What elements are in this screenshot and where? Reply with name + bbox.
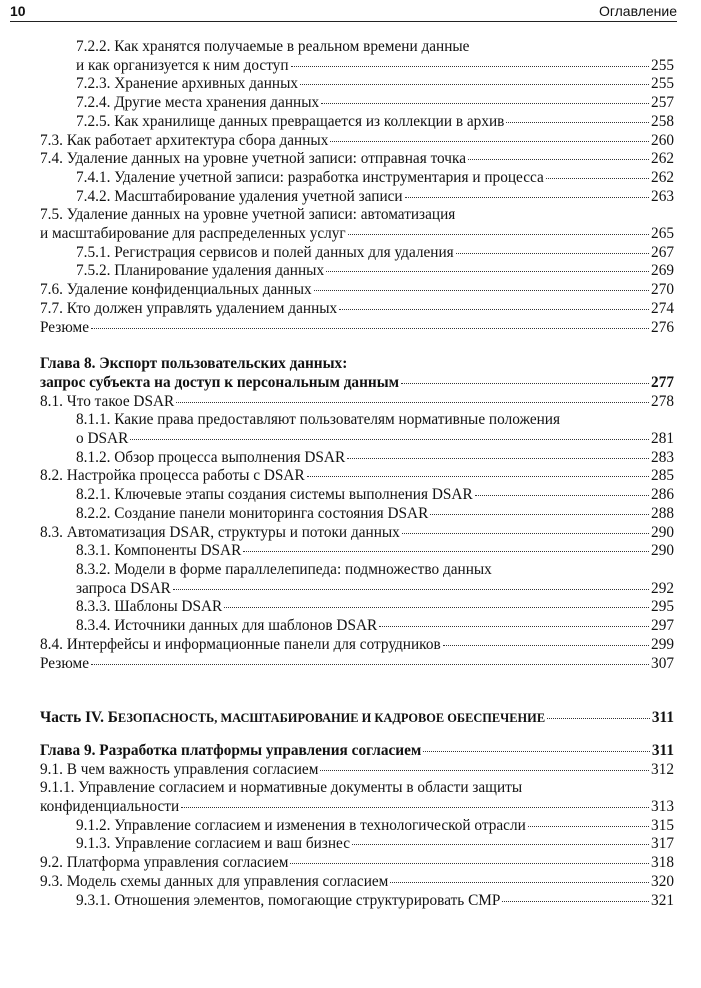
toc-entry-title-cont: о DSAR xyxy=(76,430,129,448)
toc-page-number: 290 xyxy=(651,542,674,560)
dot-leader xyxy=(320,770,649,771)
toc-entry-title: 9.1.1. Управление согласием и нормативные документы в области защиты xyxy=(40,779,523,797)
toc-entry-title: 8.2. Настройка процесса работы с DSAR xyxy=(40,467,305,485)
part-title-initial: Б xyxy=(107,709,118,727)
dot-leader xyxy=(506,122,649,123)
toc-page-number: 255 xyxy=(651,56,674,74)
dot-leader xyxy=(475,495,649,496)
toc-entry-title: 8.2.2. Создание панели мониторинга состояния DSAR xyxy=(76,504,429,522)
toc-entry[interactable] xyxy=(40,636,674,655)
toc-entry[interactable] xyxy=(40,542,674,561)
toc-entry[interactable] xyxy=(40,598,674,617)
part-title xyxy=(40,709,545,728)
dot-leader xyxy=(502,901,649,902)
toc-entry-title-cont: запроса DSAR xyxy=(76,579,171,597)
toc-page-number: 270 xyxy=(651,281,674,299)
dot-leader xyxy=(291,66,650,67)
toc-entry-title: 8.3.1. Компоненты DSAR xyxy=(76,542,242,560)
toc-entry-title: 9.3.1. Отношения элементов, помогающие структурировать CMP xyxy=(76,891,501,909)
toc-part-heading[interactable] xyxy=(40,709,674,728)
toc-page-number: 283 xyxy=(651,448,674,466)
toc-entry-title: 8.1. Что такое DSAR xyxy=(40,392,175,410)
toc-entry-title: 8.4. Интерфейсы и информационные панели для сотрудников xyxy=(40,635,441,653)
dot-leader xyxy=(456,253,649,254)
toc-entry[interactable] xyxy=(40,655,674,674)
chapter-title-cont: запрос субъекта на доступ к персональным данным xyxy=(40,373,400,391)
dot-leader xyxy=(330,141,649,142)
toc-entry-title: Резюме xyxy=(40,318,90,336)
toc-page-number: 277 xyxy=(651,373,674,391)
toc-page-number: 257 xyxy=(651,94,674,112)
dot-leader xyxy=(423,751,650,752)
chapter-title: Глава 8. Экспорт пользовательских данных: xyxy=(40,355,348,373)
toc-entry[interactable] xyxy=(40,262,674,281)
dot-leader xyxy=(326,271,649,272)
toc-page-number: 290 xyxy=(651,523,674,541)
toc-entry[interactable] xyxy=(40,892,674,911)
toc-entry[interactable] xyxy=(40,169,674,188)
toc-entry-title: 7.6. Удаление конфиденциальных данных xyxy=(40,281,312,299)
dot-leader xyxy=(321,103,649,104)
page-number: 10 xyxy=(10,3,26,19)
toc-entry[interactable] xyxy=(40,75,674,94)
dot-leader xyxy=(405,197,649,198)
toc-entry[interactable] xyxy=(40,38,674,75)
dot-leader xyxy=(290,863,649,864)
toc-page-number: 281 xyxy=(651,430,674,448)
dot-leader xyxy=(314,290,649,291)
toc-page-number: 295 xyxy=(651,598,674,616)
dot-leader xyxy=(547,718,650,719)
toc-entry-title: 7.5.2. Планирование удаления данных xyxy=(76,262,325,280)
toc-entry[interactable] xyxy=(40,873,674,892)
toc-page-number: 312 xyxy=(651,760,674,778)
dot-leader xyxy=(243,551,649,552)
toc-entry[interactable] xyxy=(40,319,674,338)
header-rule xyxy=(10,21,677,22)
toc-page-number: 288 xyxy=(651,504,674,522)
dot-leader xyxy=(379,626,649,627)
toc-page-number: 278 xyxy=(651,392,674,410)
toc-entry-title: 7.4.1. Удаление учетной записи: разработка инструментария и процесса xyxy=(76,168,544,186)
dot-leader xyxy=(468,159,649,160)
toc-entry[interactable] xyxy=(40,188,674,207)
toc-entry[interactable] xyxy=(40,244,674,263)
toc-entry[interactable] xyxy=(40,300,674,319)
toc-entry[interactable] xyxy=(40,281,674,300)
dot-leader xyxy=(307,476,649,477)
dot-leader xyxy=(347,458,649,459)
toc-page-number: 260 xyxy=(651,131,674,149)
toc-entry[interactable] xyxy=(40,617,674,636)
toc-entry-title: 7.7. Кто должен управлять удалением данных xyxy=(40,299,338,317)
toc-page-number: 286 xyxy=(651,486,674,504)
toc-page-number: 320 xyxy=(651,872,674,890)
toc-entry[interactable] xyxy=(40,524,674,543)
toc-entry[interactable] xyxy=(40,817,674,836)
toc-entry-title: 7.2.2. Как хранятся получаемые в реальном времени данные xyxy=(76,38,470,55)
toc-entry-title-cont: конфиденциальности xyxy=(40,798,180,816)
toc-entry[interactable] xyxy=(40,113,674,132)
toc-page-number: 311 xyxy=(651,741,674,759)
toc-entry-title: 7.5.1. Регистрация сервисов и полей данных для удаления xyxy=(76,243,454,261)
toc-entry[interactable] xyxy=(40,393,674,412)
toc-page-number: 285 xyxy=(651,467,674,485)
part-title-rest: ЕЗОПАСНОСТЬ, МАСШТАБИРОВАНИЕ И КАДРОВОЕ ОБЕСПЕЧЕНИЕ xyxy=(117,711,546,726)
toc-page-number: 274 xyxy=(651,299,674,317)
toc-entry-title: 9.3. Модель схемы данных для управления согласием xyxy=(40,872,389,890)
dot-leader xyxy=(173,589,649,590)
dot-leader xyxy=(300,84,649,85)
toc-entry-title: 9.1. В чем важность управления согласием xyxy=(40,760,319,778)
toc-entry-title: 9.1.2. Управление согласием и изменения в технологической отрасли xyxy=(76,816,526,834)
toc-entry[interactable] xyxy=(40,561,674,598)
toc-entry-title: 7.2.4. Другие места хранения данных xyxy=(76,94,320,112)
toc-entry[interactable] xyxy=(40,449,674,468)
toc-page-number: 307 xyxy=(651,654,674,672)
dot-leader xyxy=(130,439,649,440)
dot-leader xyxy=(401,383,649,384)
dot-leader xyxy=(402,533,649,534)
toc-entry[interactable] xyxy=(40,835,674,854)
toc-entry[interactable] xyxy=(40,411,674,448)
toc-page-number: 292 xyxy=(651,579,674,597)
dot-leader xyxy=(528,826,649,827)
page-header xyxy=(0,0,701,22)
toc-entry[interactable] xyxy=(40,467,674,486)
toc-entry[interactable] xyxy=(40,94,674,113)
toc-entry-title: 7.3. Как работает архитектура сбора данных xyxy=(40,131,329,149)
dot-leader xyxy=(224,607,649,608)
dot-leader xyxy=(176,402,649,403)
toc-entry-title: 8.3. Автоматизация DSAR, структуры и потоки данных xyxy=(40,523,400,541)
chapter-title: Глава 9. Разработка платформы управления согласием xyxy=(40,741,422,759)
dot-leader xyxy=(91,328,649,329)
toc-entry-title: 9.2. Платформа управления согласием xyxy=(40,854,289,872)
toc-page-number: 255 xyxy=(651,75,674,93)
toc-entry[interactable] xyxy=(40,150,674,169)
toc-entry-title: 8.3.2. Модели в форме параллелепипеда: подмножество данных xyxy=(76,560,492,578)
toc-page-number: 299 xyxy=(651,635,674,653)
toc-chapter-heading[interactable] xyxy=(40,355,674,392)
table-of-contents xyxy=(40,38,674,910)
toc-page-number: 311 xyxy=(651,709,674,727)
part-prefix: Часть IV. xyxy=(40,709,104,727)
toc-page-number: 265 xyxy=(651,225,674,243)
toc-page-number: 269 xyxy=(651,262,674,280)
toc-page-number: 315 xyxy=(651,816,674,834)
running-title: Оглавление xyxy=(598,3,677,19)
toc-entry-title-cont: и как организуется к ним доступ xyxy=(76,56,289,74)
toc-entry-title: 7.4.2. Масштабирование удаления учетной записи xyxy=(76,187,403,205)
toc-entry[interactable] xyxy=(40,132,674,151)
toc-page-number: 318 xyxy=(651,854,674,872)
toc-entry[interactable] xyxy=(40,761,674,780)
toc-entry[interactable] xyxy=(40,206,674,243)
toc-chapter-heading[interactable] xyxy=(40,742,674,761)
dot-leader xyxy=(443,645,649,646)
dot-leader xyxy=(91,664,649,665)
toc-entry[interactable] xyxy=(40,486,674,505)
dot-leader xyxy=(546,178,649,179)
toc-entry-title: 8.3.3. Шаблоны DSAR xyxy=(76,598,223,616)
toc-page-number: 321 xyxy=(651,891,674,909)
toc-entry-title: 9.1.3. Управление согласием и ваш бизнес xyxy=(76,835,350,853)
toc-entry-title: 8.1.1. Какие права предоставляют пользователям нормативные положения xyxy=(76,411,561,429)
dot-leader xyxy=(430,514,649,515)
toc-page-number: 317 xyxy=(651,835,674,853)
dot-leader xyxy=(352,844,649,845)
toc-entry-title: Резюме xyxy=(40,654,90,672)
toc-entry[interactable] xyxy=(40,779,674,816)
toc-entry-title: 8.1.2. Обзор процесса выполнения DSAR xyxy=(76,448,346,466)
dot-leader xyxy=(348,234,649,235)
toc-entry-title-cont: и масштабирование для распределенных услуг xyxy=(40,225,346,243)
toc-entry[interactable] xyxy=(40,854,674,873)
toc-entry-title: 8.3.4. Источники данных для шаблонов DSAR xyxy=(76,617,378,635)
dot-leader xyxy=(181,807,649,808)
toc-entry-title: 8.2.1. Ключевые этапы создания системы выполнения DSAR xyxy=(76,486,473,504)
toc-page-number: 262 xyxy=(651,168,674,186)
toc-page-number: 313 xyxy=(651,798,674,816)
toc-page-number: 297 xyxy=(651,617,674,635)
toc-page-number: 267 xyxy=(651,243,674,261)
toc-entry[interactable] xyxy=(40,505,674,524)
dot-leader xyxy=(339,309,649,310)
toc-page-number: 262 xyxy=(651,150,674,168)
toc-entry-title: 7.2.3. Хранение архивных данных xyxy=(76,75,298,93)
toc-entry-title: 7.2.5. Как хранилище данных превращается из коллекции в архив xyxy=(76,112,505,130)
dot-leader xyxy=(390,882,649,883)
toc-page-number: 263 xyxy=(651,187,674,205)
toc-page-number: 276 xyxy=(651,318,674,336)
toc-entry-title: 7.4. Удаление данных на уровне учетной записи: отправная точка xyxy=(40,150,466,168)
toc-entry-title: 7.5. Удаление данных на уровне учетной записи: автоматизация xyxy=(40,206,456,224)
toc-page-number: 258 xyxy=(651,112,674,130)
